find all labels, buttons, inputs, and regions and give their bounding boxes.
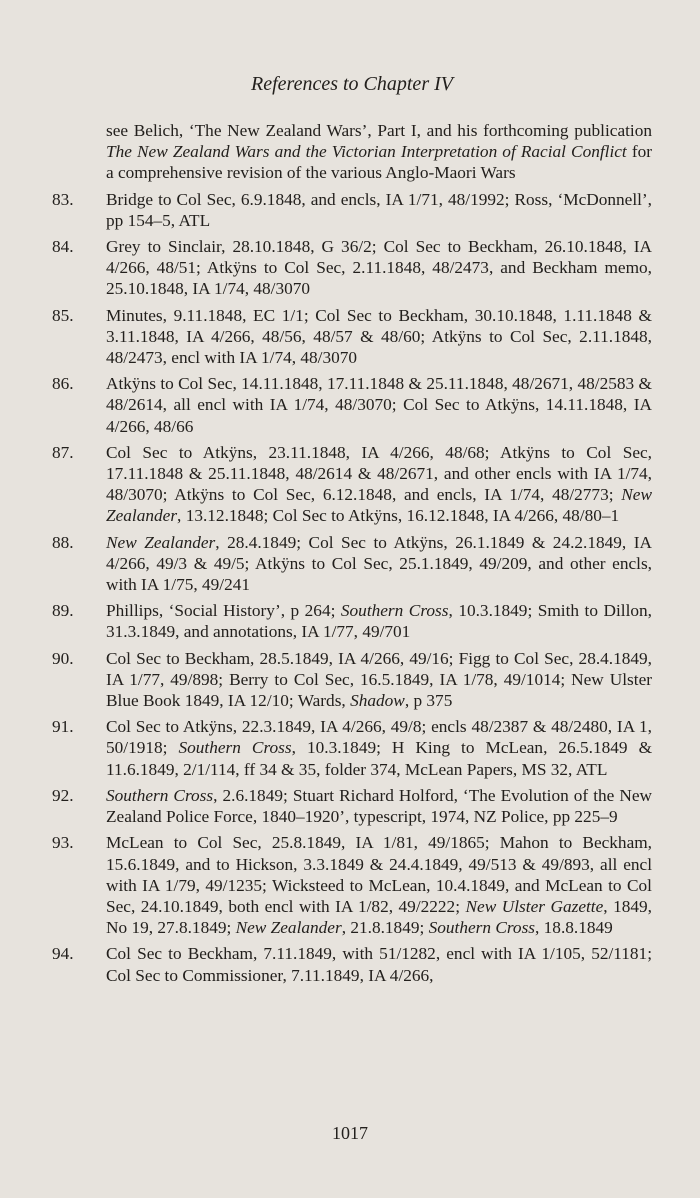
reference-entry [52, 305, 652, 369]
reference-entry [52, 600, 652, 642]
reference-number: 93. [52, 833, 74, 853]
reference-text [106, 532, 652, 596]
italic-title: Southern Cross [340, 601, 449, 621]
reference-text-run: , 28.4.1849; Col Sec to Atkÿns, 26.1.1849 & 24.2.1849, IA 4/266, 49/3 & 49/5; Atkÿns to Col Sec, 25.1.1849, 49/209, and other encls, with IA 1/75, 49/241 [106, 532, 652, 595]
reference-text-run: Grey to Sinclair, 28.10.1848, G 36/2; Col Sec to Beckham, 26.10.1848, IA 4/266, 48/51; Atkÿns to Col Sec, 2.11.1848, 48/2473, and Beckham memo, 25.10.1848, IA 1/74, 48/3070 [106, 237, 652, 299]
reference-number: 86. [52, 374, 74, 394]
reference-text-run: , 18.8.1849 [535, 918, 613, 938]
italic-title: New Zealander [106, 532, 216, 552]
reference-text-run: Col Sec to Atkÿns, 23.11.1848, IA 4/266, 48/68; Atkÿns to Col Sec, 17.11.1848 & 25.11.1848, 48/2614 & 48/2671, and other encls with IA 1/74, 48/3070; Atkÿns to Col Sec, 6.12.1848, and encls, IA 1/74, 48/2773; [106, 442, 652, 505]
reference-text-run: , 10.3.1849; H King to McLean, 26.5.1849 & 11.6.1849, 2/1/114, ff 34 & 35, folder 374, McLean Papers, MS 32, ATL [106, 738, 653, 779]
reference-number: 88. [52, 532, 74, 552]
reference-entry [52, 785, 652, 827]
reference-text [106, 832, 652, 938]
italic-title: Southern Cross [106, 785, 214, 805]
reference-text [106, 442, 652, 527]
reference-text-run: , 2.6.1849; Stuart Richard Holford, ‘The Evolution of the New Zealand Police Force, 1840–1920’, typescript, 1974, NZ Police, pp 225–9 [106, 785, 652, 827]
reference-text-run: Col Sec to Atkÿns, 22.3.1849, IA 4/266, 49/8; encls 48/2387 & 48/2480, IA 1, 50/1918; [106, 717, 652, 758]
reference-number: 83. [52, 189, 74, 209]
italic-title: New Zealander [106, 485, 652, 526]
reference-number: 91. [52, 717, 74, 737]
reference-entry [52, 532, 652, 596]
italic-title: Southern Cross [428, 918, 536, 938]
reference-text-run: , 21.8.1849; [341, 918, 429, 938]
reference-entry [52, 943, 652, 985]
reference-text-run: McLean to Col Sec, 25.8.1849, IA 1/81, 49/1865; Mahon to Beckham, 15.6.1849, and to Hickson, 3.3.1849 & 24.4.1849, 49/513 & 49/893, all encl with IA 1/79, 49/1235; Wicksteed to McLean, 10.4.1849, and McLean to Col Sec, 24.10.1849, both encl with IA 1/82, 49/2222; [106, 833, 652, 916]
reference-text-run: , 13.12.1848; Col Sec to Atkÿns, 16.12.1848, IA 4/266, 48/80–1 [177, 506, 620, 526]
reference-number: 87. [52, 442, 74, 462]
reference-number: 85. [52, 305, 74, 325]
reference-text-run: Col Sec to Beckham, 28.5.1849, IA 4/266, 49/16; Figg to Col Sec, 28.4.1849, IA 1/77, 49/898; Berry to Col Sec, 16.5.1849, IA 1/78, 49/1014; New Ulster Blue Book 1849, IA 12/10; Wards, [106, 648, 652, 711]
running-head: References to Chapter IV [251, 73, 453, 95]
italic-title: New Ulster Gazette [465, 896, 604, 916]
reference-number: 84. [52, 237, 74, 257]
page-number: 1017 [332, 1123, 368, 1143]
reference-text-run: Minutes, 9.11.1848, EC 1/1; Col Sec to Beckham, 30.10.1848, 1.11.1848 & 3.11.1848, IA 4/266, 48/56, 48/57 & 48/60; Atkÿns to Col Sec, 2.11.1848, 48/2473, encl with IA 1/74, 48/3070 [106, 305, 652, 368]
reference-text-run: see Belich, ‘The New Zealand Wars’, Part I, and his forthcoming publication [106, 121, 652, 140]
reference-text-run: Col Sec to Beckham, 7.11.1849, with 51/1282, encl with IA 1/105, 52/1181; Col Sec to Commissioner, 7.11.1849, IA 4/266, [106, 944, 652, 985]
reference-text [106, 600, 652, 642]
reference-text [106, 648, 652, 712]
reference-entry [52, 373, 652, 437]
reference-entry [52, 442, 652, 527]
reference-text [106, 785, 652, 827]
reference-number: 92. [52, 785, 74, 805]
reference-text [106, 120, 652, 184]
reference-text-run: , 1849, No 19, 27.8.1849; [106, 896, 653, 938]
reference-text [106, 716, 652, 780]
reference-text [106, 373, 652, 437]
reference-list [52, 120, 652, 986]
reference-text-run: Phillips, ‘Social History’, p 264; [106, 601, 341, 621]
reference-text [106, 305, 652, 369]
reference-entry [52, 236, 652, 300]
reference-entry [52, 832, 652, 938]
reference-text [106, 189, 652, 231]
reference-number: 89. [52, 601, 74, 621]
italic-title: New Zealander [235, 918, 342, 938]
reference-text-run: Bridge to Col Sec, 6.9.1848, and encls, IA 1/71, 48/1992; Ross, ‘McDonnell’, pp 154–5, ATL [106, 189, 652, 230]
reference-entry [52, 189, 652, 231]
reference-text [106, 943, 652, 985]
italic-title: The New Zealand Wars and the Victorian Interpretation of Racial Conflict [106, 142, 627, 162]
italic-title: Shadow [350, 691, 405, 711]
reference-text-run: , 10.3.1849; Smith to Dillon, 31.3.1849, and annotations, IA 1/77, 49/701 [106, 601, 652, 642]
reference-number: 94. [52, 944, 74, 964]
reference-entry [52, 648, 652, 712]
reference-text-run: Atkÿns to Col Sec, 14.11.1848, 17.11.1848 & 25.11.1848, 48/2671, 48/2583 & 48/2614, all encl with IA 1/74, 48/3070; Col Sec to Atkÿns, 14.11.1848, IA 4/266, 48/66 [106, 374, 652, 436]
reference-entry [52, 120, 652, 184]
italic-title: Southern Cross [178, 738, 292, 758]
reference-entry [52, 716, 652, 780]
reference-number: 90. [52, 648, 74, 668]
reference-text-run: , p 375 [404, 691, 453, 711]
reference-text-run: for a comprehensive revision of the various Anglo-Maori Wars [106, 142, 652, 183]
reference-text [106, 236, 652, 300]
